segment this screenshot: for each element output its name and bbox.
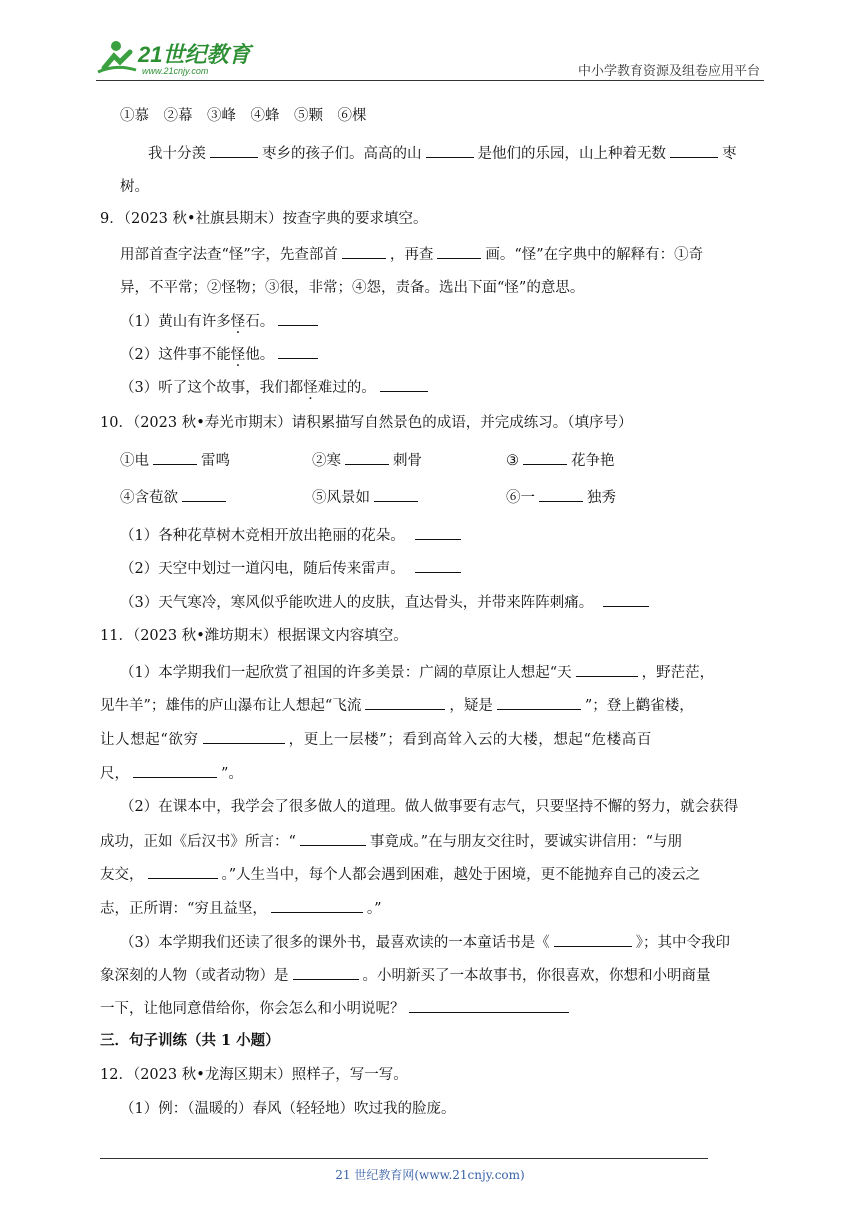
text: 画。“怪”在字典中的解释有：①奇 bbox=[485, 247, 704, 263]
q12-example: （1）例：（温暖的）春风（轻轻地）吹过我的脸庞。 bbox=[120, 1101, 456, 1117]
q9-line-2: 异，不平常；②怪物；③很，非常；④怨，责备。选出下面“怪”的意思。 bbox=[120, 280, 585, 296]
answer-blank[interactable] bbox=[670, 143, 718, 158]
text: 志，正所谓：“穷且益坚， bbox=[100, 901, 267, 917]
text: ⑤风景如 bbox=[312, 490, 370, 506]
header-divider bbox=[96, 80, 764, 81]
text: 。” bbox=[366, 901, 382, 917]
text: 枣乡的孩子们。高高的山 bbox=[262, 146, 422, 162]
q11-line-2 bbox=[100, 695, 694, 716]
text: ④含苞欲 bbox=[120, 490, 178, 506]
q11-line-5: （2）在课本中，我学会了很多做人的道理。做人做事要有志气，只要坚持不懈的努力，就会获得 bbox=[120, 799, 739, 815]
text: 难过的。 bbox=[317, 380, 376, 396]
answer-blank[interactable] bbox=[203, 729, 285, 744]
answer-blank[interactable] bbox=[345, 450, 389, 465]
text: 象深刻的人物（或者动物）是 bbox=[100, 968, 289, 984]
q9-sub-2 bbox=[120, 344, 322, 365]
q10-sub-3 bbox=[120, 592, 653, 613]
q11-line-8 bbox=[100, 898, 382, 919]
q11-line-6 bbox=[100, 831, 682, 852]
q11-line-1 bbox=[120, 662, 714, 683]
text: 见牛羊”；雄伟的庐山瀑布让人想起“飞流 bbox=[100, 698, 362, 714]
answer-blank[interactable] bbox=[426, 143, 474, 158]
logo-text: 21世纪教育 bbox=[138, 42, 251, 67]
text: 用部首查字法查“怪”字，先查部首 bbox=[120, 247, 338, 263]
answer-blank[interactable] bbox=[300, 831, 366, 846]
q11-line-9 bbox=[120, 932, 730, 953]
text: 刺骨 bbox=[393, 453, 422, 469]
answer-blank[interactable] bbox=[153, 450, 197, 465]
q9-line-1 bbox=[120, 244, 703, 265]
text: （1）各种花草树木竞相开放出艳丽的花朵。 bbox=[120, 528, 405, 544]
text: （1）黄山有许多 bbox=[120, 314, 231, 330]
text: ，疑是 bbox=[449, 698, 493, 714]
text: 。”人生当中，每个人都会遇到困难，越处于困境，更不能抛弃自己的凌云之 bbox=[221, 867, 701, 883]
runner-logo-icon bbox=[96, 38, 256, 78]
text: 雷鸣 bbox=[201, 453, 230, 469]
answer-blank[interactable] bbox=[278, 311, 318, 326]
text: 一下，让他同意借给你，你会怎么和小明说呢？ bbox=[100, 1001, 405, 1017]
text: ”。 bbox=[221, 766, 243, 782]
text: （3）天气寒冷，寒风似乎能吹进人的皮肤，直达骨头，并带来阵阵刺痛。 bbox=[120, 595, 594, 611]
q11-line-3 bbox=[100, 729, 652, 750]
text: （2）天空中划过一道闪电，随后传来雷声。 bbox=[120, 561, 405, 577]
text: 事竟成。”在与朋友交往时，要诚实讲信用：“与朋 bbox=[369, 834, 682, 850]
text: 独秀 bbox=[587, 490, 616, 506]
text: ，野茫茫， bbox=[641, 665, 715, 681]
text: 》；其中令我印 bbox=[635, 935, 730, 951]
text: 尺， bbox=[100, 766, 129, 782]
footer-text: 21 世纪教育网(www.21cnjy.com) bbox=[335, 1168, 525, 1182]
text: 。小明新买了一本故事书，你很喜欢，你想和小明商量 bbox=[362, 968, 711, 984]
q10-sub-1 bbox=[120, 525, 465, 546]
answer-blank[interactable] bbox=[365, 695, 445, 710]
site-logo bbox=[96, 38, 256, 78]
answer-blank[interactable] bbox=[603, 592, 649, 607]
answer-blank[interactable] bbox=[409, 998, 569, 1013]
question-12-title: 12．（2023 秋•龙海区期末）照样子，写一写。 bbox=[100, 1067, 408, 1083]
q11-line-7 bbox=[100, 864, 700, 885]
text: 石。 bbox=[245, 314, 275, 330]
idiom-3 bbox=[506, 450, 615, 471]
question-9-title: 9．（2023 秋•社旗县期末）按查字典的要求填空。 bbox=[100, 211, 428, 227]
logo-url: www.21cnjy.com bbox=[142, 66, 209, 76]
answer-blank[interactable] bbox=[380, 377, 428, 392]
idiom-6 bbox=[506, 487, 616, 508]
q11-line-11 bbox=[100, 998, 573, 1019]
question-10-title: 10．（2023 秋•寿光市期末）请积累描写自然景色的成语，并完成练习。（填序号） bbox=[100, 415, 633, 431]
platform-name: 中小学教育资源及组卷应用平台 bbox=[577, 64, 760, 79]
dotted-char: 怪 bbox=[230, 347, 246, 363]
section-3-title: 三．句子训练（共 1 小题） bbox=[100, 1032, 280, 1049]
answer-blank[interactable] bbox=[554, 932, 632, 947]
answer-blank[interactable] bbox=[415, 558, 461, 573]
q10-sub-2 bbox=[120, 558, 465, 579]
text: ③ bbox=[506, 453, 519, 469]
text: ，更上一层楼”；看到高耸入云的大楼，想起“危楼高百 bbox=[288, 732, 652, 748]
answer-blank[interactable] bbox=[415, 525, 461, 540]
text: 枣 bbox=[722, 146, 737, 162]
text: 让人想起“欲穷 bbox=[100, 732, 199, 748]
q9-sub-1 bbox=[120, 311, 322, 332]
answer-blank[interactable] bbox=[133, 763, 217, 778]
q9-sub-3 bbox=[120, 377, 432, 398]
question-11-title: 11．（2023 秋•潍坊期末）根据课文内容填空。 bbox=[100, 628, 408, 644]
idiom-1 bbox=[120, 450, 230, 471]
answer-blank[interactable] bbox=[278, 344, 318, 359]
text: （1）本学期我们一起欣赏了祖国的许多美景：广阔的草原让人想起“天 bbox=[120, 665, 572, 681]
idiom-4 bbox=[120, 487, 230, 508]
text: （3）本学期我们还读了很多的课外书，最喜欢读的一本童话书是《 bbox=[120, 935, 550, 951]
dotted-char: 怪 bbox=[303, 380, 318, 396]
text: 他。 bbox=[245, 347, 275, 363]
fill-line-1-cont: 树。 bbox=[120, 179, 149, 195]
q11-line-10 bbox=[100, 965, 711, 986]
text: 是他们的乐园，山上种着无数 bbox=[477, 146, 666, 162]
text: 友交， bbox=[100, 867, 144, 883]
answer-blank[interactable] bbox=[182, 487, 226, 502]
text: 花争艳 bbox=[571, 453, 615, 469]
text: （3）听了这个故事，我们都 bbox=[120, 380, 304, 396]
answer-blank[interactable] bbox=[374, 487, 418, 502]
text: （2）这件事不能 bbox=[120, 347, 231, 363]
answer-blank[interactable] bbox=[576, 662, 638, 677]
answer-blank[interactable] bbox=[539, 487, 583, 502]
idiom-2 bbox=[312, 450, 422, 471]
text: 成功，正如《后汉书》所言：“ bbox=[100, 834, 296, 850]
answer-blank[interactable] bbox=[210, 143, 258, 158]
text: ”；登上鹳雀楼， bbox=[584, 698, 694, 714]
answer-blank[interactable] bbox=[523, 450, 567, 465]
text: 我十分羡 bbox=[148, 146, 206, 162]
answer-blank[interactable] bbox=[497, 695, 581, 710]
fill-line-1 bbox=[148, 143, 737, 164]
answer-blank[interactable] bbox=[293, 965, 359, 980]
answer-blank[interactable] bbox=[271, 898, 363, 913]
footer-divider bbox=[100, 1158, 708, 1159]
text: ②寒 bbox=[312, 453, 341, 469]
answer-blank[interactable] bbox=[342, 244, 386, 259]
dotted-char: 怪 bbox=[230, 314, 246, 330]
q11-line-4 bbox=[100, 763, 243, 784]
answer-blank[interactable] bbox=[437, 244, 481, 259]
text: ⑥一 bbox=[506, 490, 535, 506]
text: ，再查 bbox=[389, 247, 434, 263]
text: ①电 bbox=[120, 453, 149, 469]
answer-blank[interactable] bbox=[148, 864, 218, 879]
idiom-5 bbox=[312, 487, 422, 508]
word-options: ①慕 ②幕 ③峰 ④蜂 ⑤颗 ⑥棵 bbox=[120, 108, 367, 124]
